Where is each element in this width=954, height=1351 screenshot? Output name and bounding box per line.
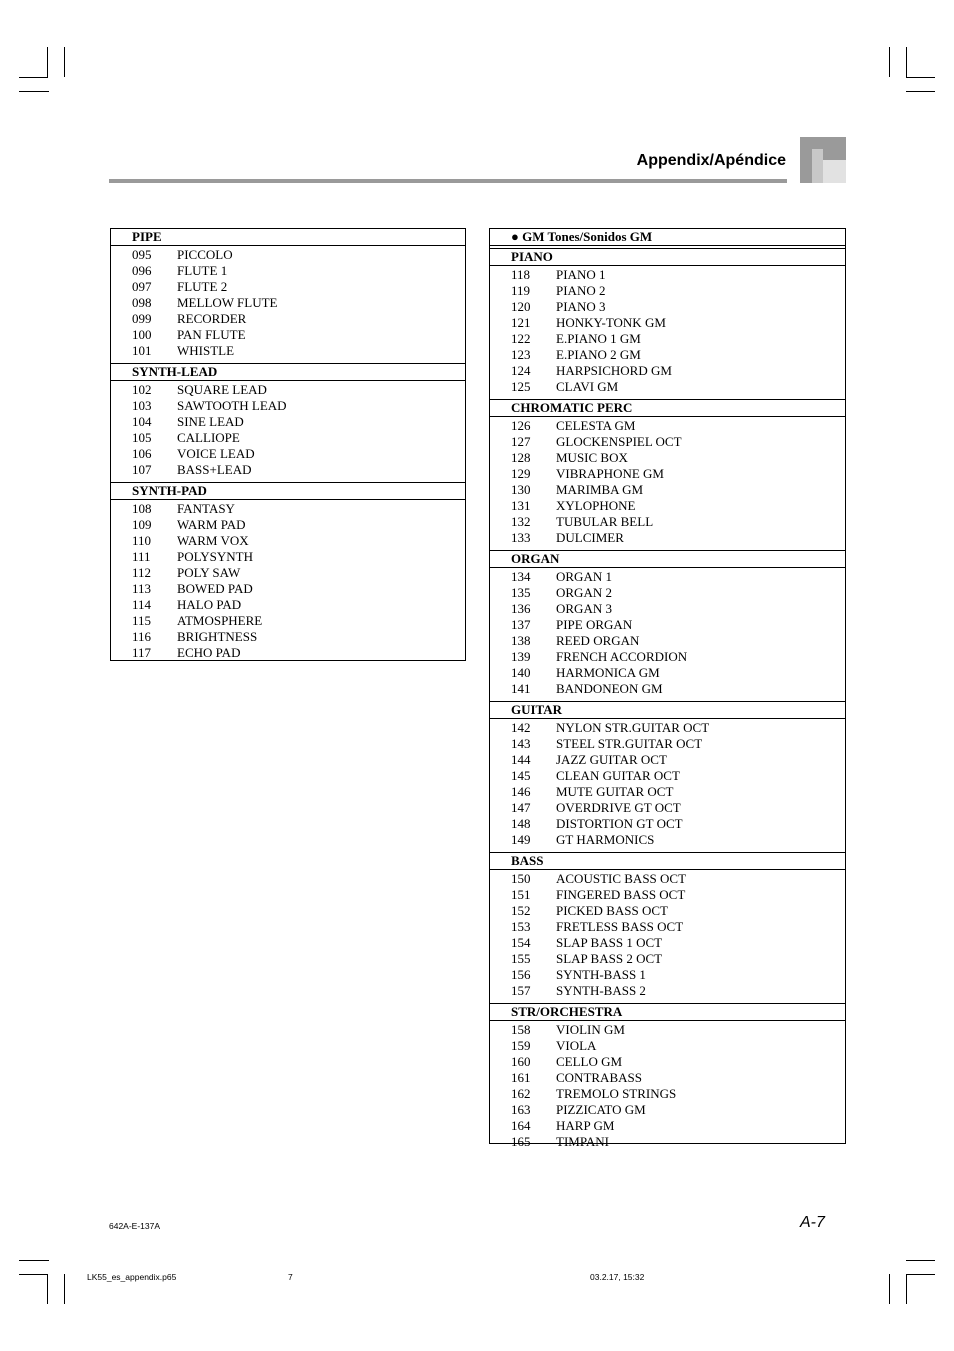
table-row [490, 299, 845, 315]
tone-name: ACOUSTIC BASS OCT [556, 871, 687, 886]
tone-name: FRENCH ACCORDION [556, 649, 688, 664]
tone-number: 152 [511, 903, 531, 918]
table-row [490, 347, 845, 363]
crop-mark [889, 47, 890, 77]
tone-number: 146 [511, 784, 531, 799]
tone-name: BASS+LEAD [177, 462, 252, 477]
tone-name: PICCOLO [177, 247, 233, 262]
tone-name: PIZZICATO GM [556, 1102, 646, 1117]
tone-name: PIANO 2 [556, 283, 606, 298]
table-row [490, 752, 845, 768]
tone-number: 099 [132, 311, 152, 326]
crop-mark [64, 1274, 65, 1304]
tone-number: 123 [511, 347, 531, 362]
tone-name: SINE LEAD [177, 414, 244, 429]
document-code: 642A-E-137A [109, 1221, 161, 1231]
table-row [111, 327, 465, 343]
tone-number: 160 [511, 1054, 531, 1069]
tone-name: PIANO 3 [556, 299, 606, 314]
tone-name: CALLIOPE [177, 430, 240, 445]
tone-number: 111 [132, 549, 151, 564]
table-row [111, 263, 465, 279]
tone-name: POLYSYNTH [177, 549, 253, 564]
tone-number: 104 [132, 414, 152, 429]
tone-number: 137 [511, 617, 531, 632]
tone-name: XYLOPHONE [556, 498, 636, 513]
table-row [490, 665, 845, 681]
crop-mark [906, 1274, 935, 1275]
table-row [490, 903, 845, 919]
table-row [111, 398, 465, 414]
tone-name: SYNTH-BASS 2 [556, 983, 646, 998]
tone-table-left [110, 228, 466, 661]
tone-number: 096 [132, 263, 152, 278]
tone-name: ORGAN 2 [556, 585, 612, 600]
tone-table-gm [489, 228, 846, 1149]
crop-mark [906, 91, 935, 92]
tone-number: 114 [132, 597, 152, 612]
table-row [111, 549, 465, 565]
table-row [111, 517, 465, 533]
tone-name: VIBRAPHONE GM [556, 466, 664, 481]
tone-name: CLEAN GUITAR OCT [556, 768, 680, 783]
section-body [111, 381, 465, 480]
table-row [111, 343, 465, 359]
table-row [111, 382, 465, 398]
table-row [490, 379, 845, 395]
tone-name: CELESTA GM [556, 418, 636, 433]
section-title: SYNTH-PAD [111, 482, 465, 500]
table-row [490, 1118, 845, 1134]
section-title: CHROMATIC PERC [490, 399, 845, 417]
tone-number: 141 [511, 681, 531, 696]
tone-name: HONKY-TONK GM [556, 315, 666, 330]
table-row [490, 649, 845, 665]
tone-name: BOWED PAD [177, 581, 253, 596]
tone-number: 164 [511, 1118, 531, 1133]
table-row [490, 1070, 845, 1086]
tone-number: 130 [511, 482, 531, 497]
tone-name: BANDONEON GM [556, 681, 663, 696]
tone-name: ORGAN 3 [556, 601, 612, 616]
table-row [111, 295, 465, 311]
tone-name: OVERDRIVE GT OCT [556, 800, 681, 815]
crop-mark [906, 77, 935, 78]
tone-name: WHISTLE [177, 343, 235, 358]
tone-name: JAZZ GUITAR OCT [556, 752, 667, 767]
tone-name: TUBULAR BELL [556, 514, 654, 529]
table-row [490, 482, 845, 498]
table-row [490, 585, 845, 601]
table-row [490, 967, 845, 983]
tone-name: CELLO GM [556, 1054, 623, 1069]
tone-name: TREMOLO STRINGS [556, 1086, 677, 1101]
table-row [111, 629, 465, 645]
tone-name: CLAVI GM [556, 379, 619, 394]
table-row [490, 832, 845, 848]
page-number: A-7 [800, 1214, 825, 1231]
table-row [111, 645, 465, 661]
tone-name: POLY SAW [177, 565, 241, 580]
table-row [490, 498, 845, 514]
tone-number: 097 [132, 279, 152, 294]
tone-number: 115 [132, 613, 152, 628]
tone-number: 113 [132, 581, 152, 596]
table-row [111, 501, 465, 517]
table-row [111, 597, 465, 613]
tone-name: VIOLA [556, 1038, 597, 1053]
tone-name: REED ORGAN [556, 633, 640, 648]
table-row [111, 430, 465, 446]
table-row [111, 446, 465, 462]
tone-number: 124 [511, 363, 531, 378]
tone-name: DULCIMER [556, 530, 624, 545]
file-name: LK55_es_appendix.p65 [87, 1272, 177, 1282]
tone-number: 153 [511, 919, 531, 934]
table-row [111, 311, 465, 327]
tone-name: SAWTOOTH LEAD [177, 398, 287, 413]
table-row [490, 434, 845, 450]
tone-name: DISTORTION GT OCT [556, 816, 683, 831]
tone-name: MUSIC BOX [556, 450, 628, 465]
crop-mark [47, 47, 48, 77]
header-rule [109, 179, 787, 183]
section-body [490, 870, 845, 1001]
table-row [490, 617, 845, 633]
tone-name: E.PIANO 2 GM [556, 347, 641, 362]
table-row [490, 633, 845, 649]
table-row [490, 1038, 845, 1054]
section-body [490, 1021, 845, 1152]
table-row [490, 283, 845, 299]
tone-name: ECHO PAD [177, 645, 241, 660]
tone-number: 116 [132, 629, 152, 644]
tone-name: FLUTE 2 [177, 279, 228, 294]
sheet-number: 7 [288, 1272, 293, 1282]
crop-mark [19, 91, 49, 92]
table-row [490, 720, 845, 736]
tone-name: GT HARMONICS [556, 832, 655, 847]
tone-name: HARP GM [556, 1118, 615, 1133]
table-row [490, 363, 845, 379]
tone-name: STEEL STR.GUITAR OCT [556, 736, 703, 751]
tone-number: 156 [511, 967, 531, 982]
table-row [490, 331, 845, 347]
table-row [490, 983, 845, 999]
tone-name: MUTE GUITAR OCT [556, 784, 674, 799]
table-row [490, 919, 845, 935]
tone-number: 147 [511, 800, 531, 815]
tone-name: FRETLESS BASS OCT [556, 919, 684, 934]
tone-number: 106 [132, 446, 152, 461]
tone-number: 143 [511, 736, 531, 751]
tone-number: 109 [132, 517, 152, 532]
tone-name: FINGERED BASS OCT [556, 887, 686, 902]
tone-number: 110 [132, 533, 152, 548]
tone-number: 131 [511, 498, 531, 513]
tone-number: 118 [511, 267, 531, 282]
tone-name: FLUTE 1 [177, 263, 228, 278]
tone-number: 140 [511, 665, 531, 680]
tone-number: 098 [132, 295, 152, 310]
tone-name: WARM PAD [177, 517, 246, 532]
table-row [111, 462, 465, 478]
table-row [490, 1102, 845, 1118]
table-row [111, 581, 465, 597]
tone-number: 155 [511, 951, 531, 966]
tone-number: 133 [511, 530, 531, 545]
crop-mark [889, 1274, 890, 1304]
tone-number: 142 [511, 720, 531, 735]
header-tab-decoration-light [823, 160, 846, 183]
tone-name: MELLOW FLUTE [177, 295, 278, 310]
table-row [490, 1022, 845, 1038]
table-row [111, 279, 465, 295]
crop-mark [19, 1274, 48, 1275]
table-row [490, 816, 845, 832]
tone-name: HARPSICHORD GM [556, 363, 672, 378]
tone-number: 105 [132, 430, 152, 445]
tone-number: 128 [511, 450, 531, 465]
section-title: SYNTH-LEAD [111, 363, 465, 381]
table-row [490, 1086, 845, 1102]
tone-number: 101 [132, 343, 152, 358]
tone-name: MARIMBA GM [556, 482, 644, 497]
table-row [490, 1054, 845, 1070]
crop-mark [64, 47, 65, 77]
section-body [490, 568, 845, 699]
table-row [490, 315, 845, 331]
tone-number: 127 [511, 434, 531, 449]
tone-number: 119 [511, 283, 531, 298]
table-row [490, 466, 845, 482]
table-row [490, 681, 845, 697]
tone-number: 112 [132, 565, 152, 580]
tone-name: NYLON STR.GUITAR OCT [556, 720, 710, 735]
section-body [490, 266, 845, 397]
table-row [111, 247, 465, 263]
tone-number: 154 [511, 935, 531, 950]
tone-name: ATMOSPHERE [177, 613, 263, 628]
tone-number: 151 [511, 887, 531, 902]
tone-name: CONTRABASS [556, 1070, 642, 1085]
table-row [490, 601, 845, 617]
tone-name: VIOLIN GM [556, 1022, 625, 1037]
section-title: STR/ORCHESTRA [490, 1003, 845, 1021]
table-row [490, 935, 845, 951]
tone-number: 126 [511, 418, 531, 433]
section-title: PIPE [111, 229, 465, 246]
tone-name: FANTASY [177, 501, 235, 516]
crop-mark [19, 1260, 49, 1261]
page-title: Appendix/Apéndice [636, 152, 786, 169]
tone-name: RECORDER [177, 311, 247, 326]
tone-name: GLOCKENSPIEL OCT [556, 434, 682, 449]
table-row [111, 414, 465, 430]
tone-number: 159 [511, 1038, 531, 1053]
table-row [490, 530, 845, 546]
tone-number: 138 [511, 633, 531, 648]
tone-name: HARMONICA GM [556, 665, 660, 680]
tone-name: SYNTH-BASS 1 [556, 967, 646, 982]
tone-number: 165 [511, 1134, 531, 1149]
table-row [490, 887, 845, 903]
tone-number: 135 [511, 585, 531, 600]
tone-number: 117 [132, 645, 152, 660]
tone-name: ORGAN 1 [556, 569, 612, 584]
tone-number: 103 [132, 398, 152, 413]
tone-name: SLAP BASS 1 OCT [556, 935, 663, 950]
table-row [490, 1134, 845, 1150]
tone-name: HALO PAD [177, 597, 242, 612]
tone-number: 122 [511, 331, 531, 346]
tone-number: 158 [511, 1022, 531, 1037]
tone-name: E.PIANO 1 GM [556, 331, 641, 346]
tone-name: BRIGHTNESS [177, 629, 258, 644]
tone-number: 139 [511, 649, 531, 664]
tone-name: VOICE LEAD [177, 446, 255, 461]
section-body [490, 417, 845, 548]
table-row [490, 784, 845, 800]
section-title: PIANO [490, 248, 845, 266]
tone-number: 162 [511, 1086, 531, 1101]
crop-mark [47, 1274, 48, 1304]
header-tab-decoration-mid [812, 149, 823, 183]
tone-number: 148 [511, 816, 531, 831]
table-row [111, 533, 465, 549]
table-row [490, 267, 845, 283]
tone-name: TIMPANI [556, 1134, 609, 1149]
tone-name: PIANO 1 [556, 267, 606, 282]
tone-number: 120 [511, 299, 531, 314]
table-row [111, 613, 465, 629]
table-row [490, 450, 845, 466]
print-datetime: 03.2.17, 15:32 [590, 1272, 645, 1282]
table-row [490, 871, 845, 887]
tone-name: SQUARE LEAD [177, 382, 267, 397]
table-row [490, 951, 845, 967]
tone-name: WARM VOX [177, 533, 249, 548]
tone-name: PIPE ORGAN [556, 617, 633, 632]
table-row [111, 565, 465, 581]
section-body [111, 246, 465, 361]
table-row [490, 736, 845, 752]
crop-mark [906, 1260, 935, 1261]
section-title: GUITAR [490, 701, 845, 719]
tone-number: 134 [511, 569, 531, 584]
tone-number: 121 [511, 315, 531, 330]
table-heading: ● GM Tones/Sonidos GM [490, 229, 845, 246]
table-row [490, 514, 845, 530]
tone-number: 129 [511, 466, 531, 481]
tone-number: 102 [132, 382, 152, 397]
tone-number: 161 [511, 1070, 531, 1085]
tone-number: 100 [132, 327, 152, 342]
table-row [490, 800, 845, 816]
table-row [490, 418, 845, 434]
crop-mark [906, 47, 907, 77]
section-body [111, 500, 465, 663]
tone-number: 095 [132, 247, 152, 262]
tone-number: 108 [132, 501, 152, 516]
tone-number: 125 [511, 379, 531, 394]
tone-number: 150 [511, 871, 531, 886]
tone-number: 136 [511, 601, 531, 616]
section-title: ORGAN [490, 550, 845, 568]
tone-number: 157 [511, 983, 531, 998]
tone-number: 145 [511, 768, 531, 783]
crop-mark [19, 77, 48, 78]
tone-number: 163 [511, 1102, 531, 1117]
tone-number: 107 [132, 462, 152, 477]
tone-name: PICKED BASS OCT [556, 903, 668, 918]
tone-number: 149 [511, 832, 531, 847]
table-row [490, 768, 845, 784]
section-title: BASS [490, 852, 845, 870]
section-body [490, 719, 845, 850]
tone-name: SLAP BASS 2 OCT [556, 951, 663, 966]
tone-number: 144 [511, 752, 531, 767]
table-row [490, 569, 845, 585]
tone-number: 132 [511, 514, 531, 529]
crop-mark [906, 1274, 907, 1304]
tone-name: PAN FLUTE [177, 327, 246, 342]
